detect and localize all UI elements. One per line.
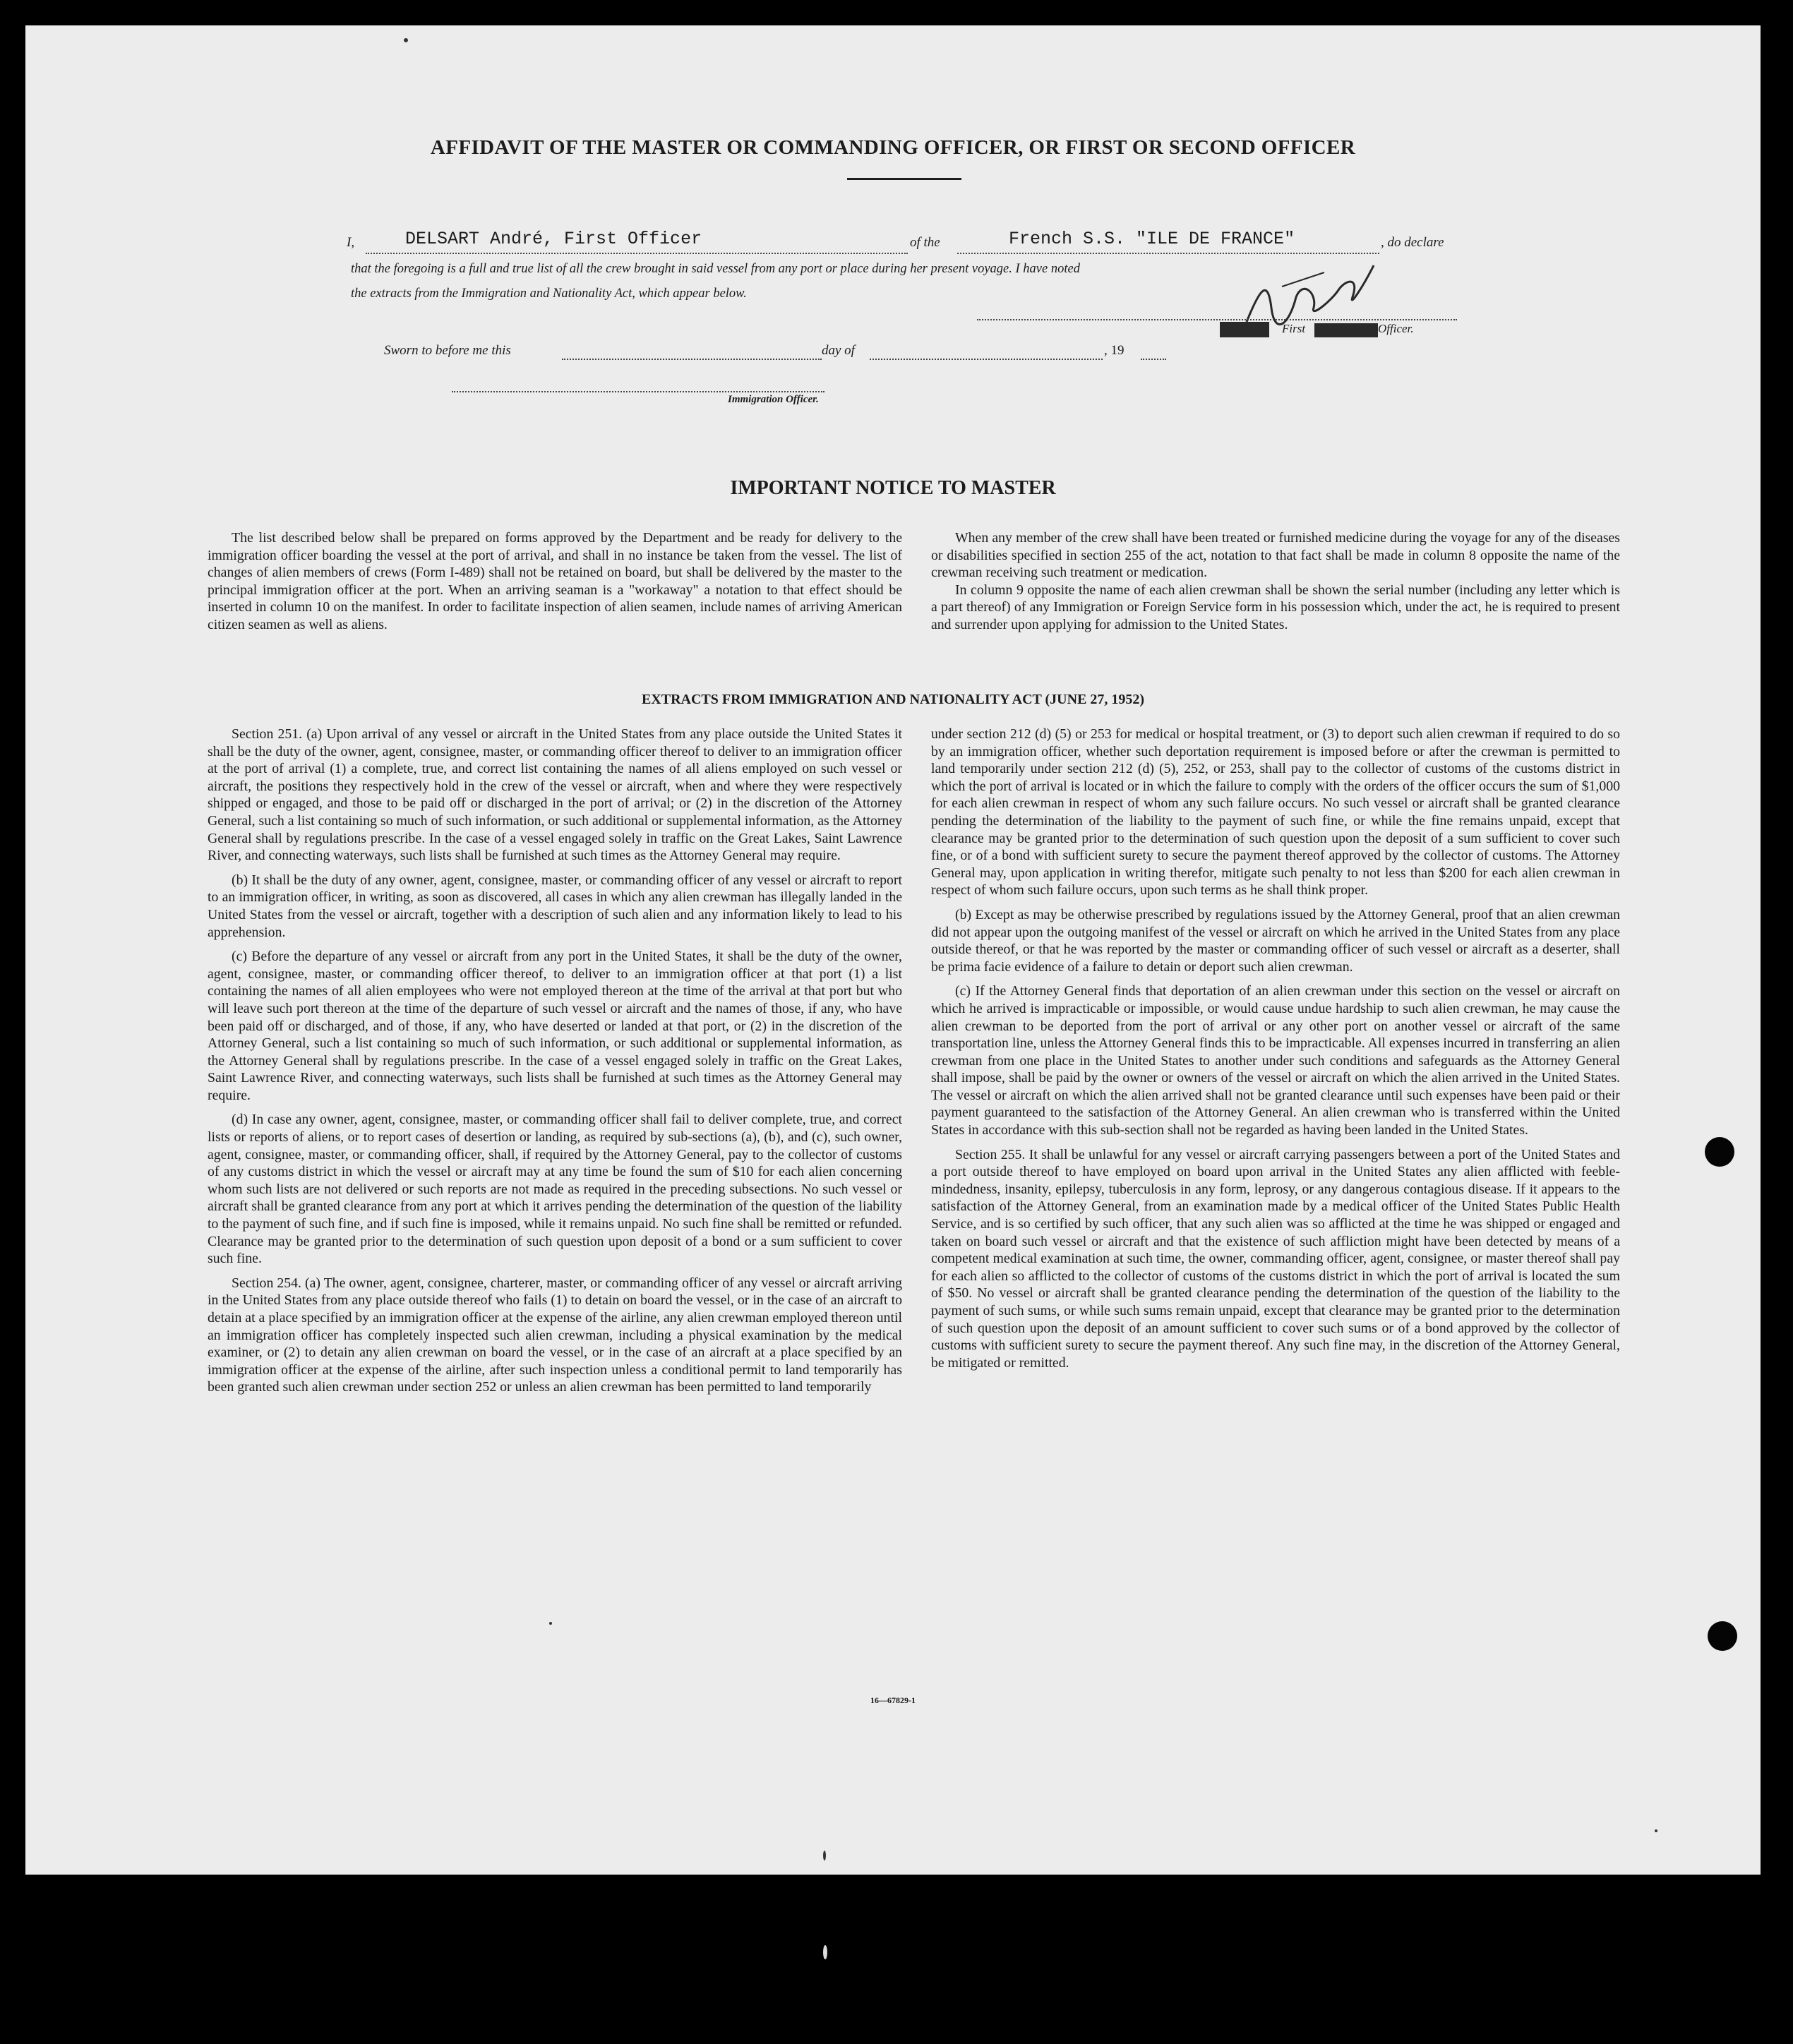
section-255: Section 255. It shall be unlawful for any vessel or aircraft carrying passengers between a port of the United States and a port outside thereof to have employed on board upon arrival in the United States any alien afflicted with feeble-mindedness, insanity, epilepsy, tuberculosis in any form, leprosy, or any dangerous contagious disease. If it appears to the satisfaction of the Attorney General, from an examination made by a medical officer of the United States Public Health Service, and is so certified by such officer, that any such alien was so afflicted at the time he was shipped or engaged and taken on board such vessel or aircraft and that the existence of such affliction might have been detected by means of a competent medical examination at such time, the owner, commanding officer, agent, consignee, or master thereof shall pay for each alien so afflicted to the collector of customs of the customs district in which the port of arrival is located the sum of $50. No vessel or aircraft shall be granted clearance pending the determination of the question of the liability to the payment of such sums, or while such sums remain unpaid, except that clearance may be granted prior to the determination of such question upon the deposit of an amount sufficient to cover such sums or of a bond approved by the collector of customs with sufficient surety to secure the payment thereof. Any such fine may, in the discretion of the Attorney General, be mitigated or remitted. [931, 1146, 1620, 1371]
declarant-line [366, 253, 908, 254]
struck-word-1 [1220, 322, 1269, 337]
signature-caption-first: First [1282, 322, 1306, 335]
scan-speck [404, 38, 408, 42]
binder-hole-top [1705, 1137, 1734, 1167]
do-declare-label: , do declare [1381, 235, 1444, 250]
affidavit-line-3: the extracts from the Immigration and Nationality Act, which appear below. [351, 287, 747, 301]
affidavit-line-2: that the foregoing is a full and true list of all the crew brought in said vessel from any port or place during her present voyage. I have noted [351, 262, 1080, 276]
section-251-b: (b) It shall be the duty of any owner, agent, consignee, master, or commanding officer of any vessel or aircraft to report to an immigration officer, in writing, as soon as discovered, all cases in which any alien crewman has illegally landed in the United States from the vessel or aircraft, together with a description of such alien and any information likely to lead to his apprehension. [208, 872, 902, 940]
scan-speck [1655, 1829, 1657, 1832]
scan-speck [549, 1622, 552, 1625]
immigration-officer-line [452, 391, 824, 392]
vessel-line [957, 253, 1379, 254]
sworn-day-line [562, 359, 822, 360]
notice-right-paragraph-2: In column 9 opposite the name of each alien crewman shall be shown the serial number (including any letter which is a part thereof) of any Immigration or Foreign Service form in his possession which, under the act, he is required to present and surrender upon applying for admission to the United States. [931, 582, 1620, 632]
notice-right-paragraph-1: When any member of the crew shall have been treated or furnished medicine during the voyage for any of the diseases or disabilities specified in section 255 of the act, notation to that fact shall be made in column 8 opposite the name of the crewman receiving such treatment or medication. [931, 530, 1620, 581]
year-prefix: , 19 [1104, 343, 1125, 358]
notice-left-paragraph: The list described below shall be prepared on forms approved by the Department and be ready for delivery to the immigration officer boarding the vessel at the port of arrival, and shall in no instance be taken from the vessel. The list of changes of alien members of crews (Form I-489) shall not be retained on board, but shall be delivered by the master to the principal immigration officer at the port. When an arriving seaman is a "workaway" a notation to that effect should be inserted in column 10 on the manifest. In order to facilitate inspection of alien seamen, include names of arriving American citizen seamen as well as aliens. [208, 530, 902, 632]
year-line [1141, 359, 1166, 360]
day-of-label: day of [822, 343, 855, 358]
section-251-c: (c) Before the departure of any vessel or aircraft from any port in the United States, it shall be the duty of the owner, agent, consignee, master, or commanding officer thereof, to deliver to an immigration officer at that port (1) a list containing the names of all alien employees who were not employed thereon at the time of the arrival at that port but who will leave such port thereon at the time of the departure of such vessel or aircraft and the names of those, if any, who have been paid off or discharged, and of those, if any, who have deserted or landed at that port, or (2) in the discretion of the Attorney General, such a list containing so much of such information, or such additional or supplemental information, as the Attorney General shall by regulations prescribe. In the case of a vessel engaged solely in traffic on the Great Lakes, Saint Lawrence River, and connecting waterways, such lists shall be furnished at such times as the Attorney General may require. [208, 949, 902, 1103]
sworn-label: Sworn to before me this [384, 343, 511, 358]
i-label: I, [347, 235, 355, 250]
of-the-label: of the [910, 235, 940, 250]
signature-caption-officer: Officer. [1378, 322, 1414, 335]
binder-hole-bottom [1708, 1621, 1737, 1651]
declarant-field: DELSART André, First Officer [405, 229, 702, 249]
immigration-officer-label: Immigration Officer. [728, 394, 819, 405]
section-251-d: (d) In case any owner, agent, consignee, master, or commanding officer shall fail to deliver complete, true, and correct lists or reports of aliens, or to report cases of desertion or landing, as required by sub-sections (a), (b), and (c), such owner, agent, consignee, master, or commanding officer, shall, if required by the Attorney General, pay to the collector of customs of any customs district in which the vessel or aircraft may at any time be found the sum of $10 for each alien concerning whom such lists are not delivered or such reports are not made as required in the preceding subsections. No such vessel or aircraft shall be granted clearance from any port at which it arrives pending the determination of the question of the liability to the payment of such fine, and if such fine is imposed, while it remains unpaid. No such fine shall be remitted or refunded. Clearance may be granted prior to the determination of such question upon deposit of a bond or a sum sufficient to cover such fine. [208, 1112, 902, 1267]
form-number: 16—67829-1 [870, 1695, 916, 1705]
affidavit-title: AFFIDAVIT OF THE MASTER OR COMMANDING OFFICER, OR FIRST OR SECOND OFFICER [430, 136, 1356, 159]
section-254-a-continued: under section 212 (d) (5) or 253 for medical or hospital treatment, or (3) to deport such alien crewman if required to do so by an immigration officer, whether such deportation requirement is imposed before or after the crewman is permitted to land temporarily under section 212 (d) (5), 252, or 253, shall pay to the collector of customs of the customs district in which the port of arrival is located or in which the failure to comply with the orders of the officer occurs the sum of $1,000 for each alien crewman in respect of whom any such failure occurs. No such vessel or aircraft shall be granted clearance pending the determination of the liability to the payment of such fine, or while the fine remains unpaid, except that clearance may be granted prior to the determination of such question upon the deposit of a sum sufficient to cover such fine, or of a bond with sufficient surety to secure the payment thereof approved by the collector of customs. The Attorney General may, upon application in writing therefor, mitigate such penalty to not less than $200 for each alien crewman in respect of whom such failure occurs, upon such terms as he shall think proper. [931, 726, 1620, 898]
struck-word-2 [1314, 323, 1378, 337]
signature-line [977, 319, 1457, 320]
document-page [25, 25, 1761, 1875]
section-254-b: (b) Except as may be otherwise prescribed by regulations issued by the Attorney General, proof that an alien crewman did not appear upon the outgoing manifest of the vessel or aircraft on which he arrived in the United States from any place outside thereof, or that he was reported by the master or commanding officer of such vessel or aircraft as a deserter, shall be prima facie evidence of a failure to detain or deport such alien crewman. [931, 906, 1620, 975]
notice-title: IMPORTANT NOTICE TO MASTER [730, 477, 1056, 499]
scan-speck [823, 1851, 826, 1860]
notice-right-column [931, 529, 1620, 641]
notice-left-column [208, 529, 902, 641]
scan-artifact [823, 1945, 827, 1959]
section-251-a: Section 251. (a) Upon arrival of any vessel or aircraft in the United States from any place outside the United States it shall be the duty of the owner, agent, consignee, master, or commanding officer thereof to deliver to an immigration officer at the port of arrival (1) a complete, true, and correct list containing the names of all aliens employed on such vessel or aircraft, the positions they respectively hold in the crew of the vessel or aircraft, when and where they were respectively shipped or engaged, and those to be paid off or discharged in the port of arrival; or (2) in the discretion of the Attorney General, such a list containing so much of such information, or such additional or supplemental information, as the Attorney General shall by regulations prescribe. In the case of a vessel engaged solely in traffic on the Great Lakes, Saint Lawrence River, and connecting waterways, such lists shall be furnished at such times as the Attorney General may require. [208, 726, 902, 864]
extracts-right-column [931, 726, 1620, 1378]
vessel-field: French S.S. "ILE DE FRANCE" [1009, 229, 1295, 249]
section-254-a: Section 254. (a) The owner, agent, consignee, charterer, master, or commanding officer of any vessel or aircraft arriving in the United States from any place outside thereof who fails (1) to detain on board the vessel, or in the case of an aircraft to detain at a place specified by an immigration officer at the expense of the airline, any alien crewman employed thereon until an immigration officer has completely inspected such alien crewman, including a physical examination by the medical examiner, or (2) to detain any alien crewman on board the vessel, or in the case of an aircraft at a place specified by an immigration officer at the expense of the airline, after such inspection unless a conditional permit to land temporarily has been granted such alien crewman under section 252 or unless an alien crewman has been permitted to land temporarily [208, 1275, 902, 1395]
month-line [870, 359, 1103, 360]
extracts-title: EXTRACTS FROM IMMIGRATION AND NATIONALITY ACT (JUNE 27, 1952) [641, 692, 1145, 707]
section-254-c: (c) If the Attorney General finds that deportation of an alien crewman under this section on the vessel or aircraft on which he arrived is impracticable or impossible, or would cause undue hardship to such alien crewman, he may cause the alien crewman to be deported from the port of arrival or any other port on another vessel or aircraft of the same transportation line, unless the Attorney General finds this to be impracticable. All expenses incurred in transferring an alien crewman from one place in the United States to another under such conditions and safeguards as the Attorney General shall impose, shall be paid by the owner or owners of the vessel or aircraft on which the alien arrived in the United States. The vessel or aircraft on which the alien arrived shall not be granted clearance until such expenses have been paid or their payment guaranteed to the satisfaction of the Attorney General. An alien crewman who is transferred within the United States in accordance with this sub-section shall not be regarded as having been landed in the United States. [931, 983, 1620, 1138]
extracts-left-column [208, 726, 902, 1403]
title-rule [847, 178, 961, 180]
